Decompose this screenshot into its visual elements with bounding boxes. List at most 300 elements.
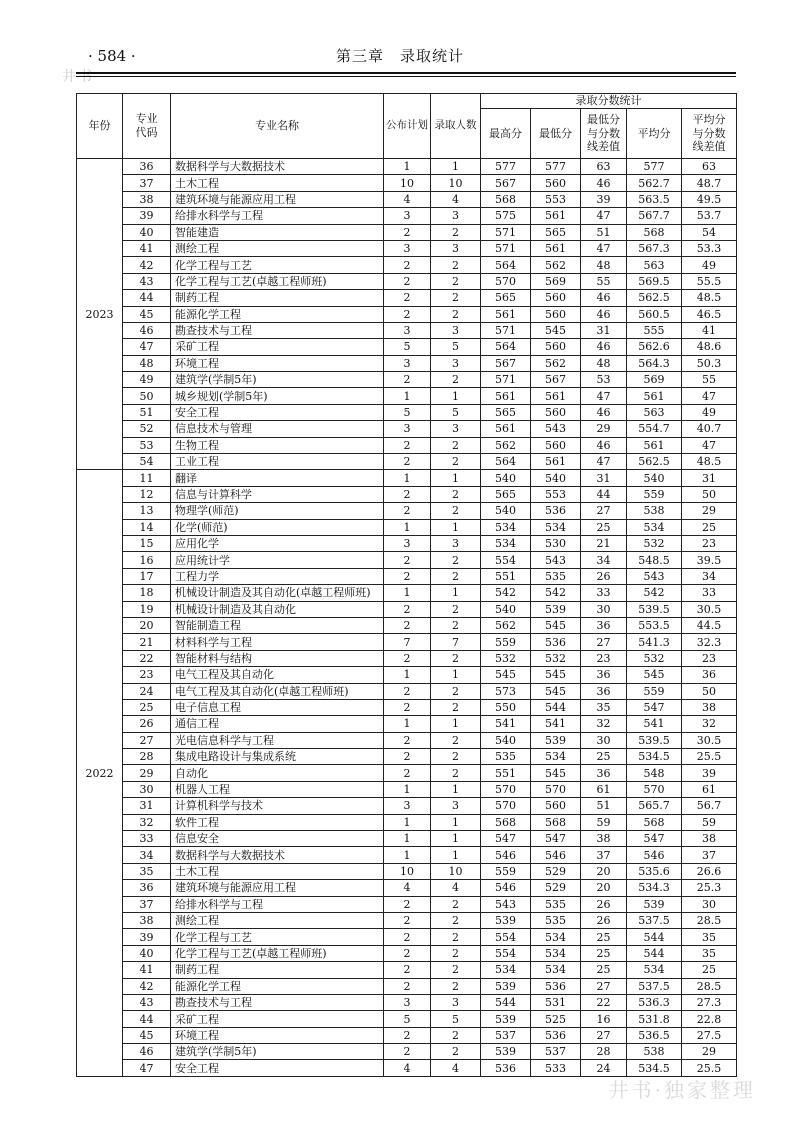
name-cell: 软件工程 — [171, 814, 384, 830]
avg-cell: 543 — [627, 568, 682, 584]
max-cell: 532 — [481, 650, 531, 666]
avg-cell: 559 — [627, 683, 682, 699]
avg-cell: 568 — [627, 814, 682, 830]
min-diff-cell: 23 — [581, 650, 627, 666]
avg-cell: 553.5 — [627, 617, 682, 633]
name-cell: 化学工程与工艺(卓越工程师班) — [171, 945, 384, 961]
admitted-cell: 2 — [431, 601, 481, 617]
plan-cell: 4 — [384, 880, 431, 896]
min-diff-cell: 26 — [581, 896, 627, 912]
min-diff-cell: 38 — [581, 831, 627, 847]
avg-cell: 539 — [627, 896, 682, 912]
avg-diff-cell: 36 — [682, 667, 737, 683]
name-cell: 建筑学(学制5年) — [171, 1044, 384, 1060]
avg-cell: 559 — [627, 486, 682, 502]
name-cell: 土木工程 — [171, 175, 384, 191]
avg-cell: 560.5 — [627, 306, 682, 322]
admitted-cell: 3 — [431, 535, 481, 551]
min-diff-cell: 28 — [581, 1044, 627, 1060]
avg-cell: 569 — [627, 372, 682, 388]
min-cell: 545 — [531, 667, 581, 683]
table-row — [77, 945, 737, 961]
plan-cell: 3 — [384, 798, 431, 814]
code-cell: 42 — [123, 257, 171, 273]
admitted-cell: 5 — [431, 1011, 481, 1027]
table-row — [77, 454, 737, 470]
min-diff-cell: 34 — [581, 552, 627, 568]
avg-cell: 562.5 — [627, 290, 682, 306]
min-cell: 529 — [531, 880, 581, 896]
name-cell: 勘查技术与工程 — [171, 322, 384, 338]
avg-cell: 535.6 — [627, 863, 682, 879]
max-cell: 542 — [481, 585, 531, 601]
min-cell: 535 — [531, 896, 581, 912]
avg-diff-cell: 47 — [682, 437, 737, 453]
avg-diff-cell: 35 — [682, 945, 737, 961]
min-diff-cell: 47 — [581, 208, 627, 224]
name-cell: 材料科学与工程 — [171, 634, 384, 650]
min-diff-cell: 61 — [581, 781, 627, 797]
avg-diff-cell: 50.3 — [682, 355, 737, 371]
table-row — [77, 339, 737, 355]
max-cell: 564 — [481, 257, 531, 273]
plan-cell: 2 — [384, 437, 431, 453]
code-cell: 51 — [123, 404, 171, 420]
table-row — [77, 880, 737, 896]
min-cell: 553 — [531, 191, 581, 207]
min-diff-cell: 36 — [581, 765, 627, 781]
table-row — [77, 650, 737, 666]
min-cell: 545 — [531, 765, 581, 781]
avg-cell: 548 — [627, 765, 682, 781]
avg-diff-cell: 54 — [682, 224, 737, 240]
min-cell: 543 — [531, 552, 581, 568]
col-plan: 公布计划 — [384, 94, 431, 159]
plan-cell: 2 — [384, 290, 431, 306]
table-row — [77, 798, 737, 814]
table-row — [77, 699, 737, 715]
name-cell: 机械设计制造及其自动化(卓越工程师班) — [171, 585, 384, 601]
table-row — [77, 634, 737, 650]
code-cell: 43 — [123, 994, 171, 1010]
table-row — [77, 388, 737, 404]
admitted-cell: 2 — [431, 257, 481, 273]
admitted-cell: 2 — [431, 699, 481, 715]
plan-cell: 2 — [384, 224, 431, 240]
min-diff-cell: 36 — [581, 667, 627, 683]
min-diff-cell: 46 — [581, 404, 627, 420]
avg-cell: 545 — [627, 667, 682, 683]
max-cell: 554 — [481, 945, 531, 961]
table-body — [77, 159, 737, 1077]
code-cell: 29 — [123, 765, 171, 781]
plan-cell: 2 — [384, 945, 431, 961]
min-cell: 577 — [531, 159, 581, 175]
avg-diff-cell: 27.3 — [682, 994, 737, 1010]
code-cell: 34 — [123, 847, 171, 863]
avg-cell: 534.3 — [627, 880, 682, 896]
name-cell: 自动化 — [171, 765, 384, 781]
min-diff-cell: 25 — [581, 945, 627, 961]
avg-cell: 539.5 — [627, 732, 682, 748]
plan-cell: 1 — [384, 847, 431, 863]
admitted-cell: 3 — [431, 322, 481, 338]
min-cell: 562 — [531, 355, 581, 371]
admitted-cell: 2 — [431, 896, 481, 912]
plan-cell: 5 — [384, 1011, 431, 1027]
admitted-cell: 3 — [431, 798, 481, 814]
table-row — [77, 519, 737, 535]
name-cell: 化学工程与工艺 — [171, 929, 384, 945]
name-cell: 制药工程 — [171, 962, 384, 978]
table-row — [77, 962, 737, 978]
plan-cell: 2 — [384, 257, 431, 273]
admitted-cell: 2 — [431, 945, 481, 961]
avg-cell: 538 — [627, 503, 682, 519]
table-row — [77, 585, 737, 601]
admitted-cell: 2 — [431, 306, 481, 322]
avg-diff-cell: 29 — [682, 1044, 737, 1060]
admitted-cell: 1 — [431, 847, 481, 863]
avg-diff-cell: 27.5 — [682, 1027, 737, 1043]
table-row — [77, 781, 737, 797]
code-cell: 37 — [123, 175, 171, 191]
name-cell: 集成电路设计与集成系统 — [171, 749, 384, 765]
avg-diff-cell: 22.8 — [682, 1011, 737, 1027]
min-diff-cell: 25 — [581, 519, 627, 535]
max-cell: 551 — [481, 568, 531, 584]
min-cell: 536 — [531, 978, 581, 994]
min-cell: 535 — [531, 568, 581, 584]
max-cell: 539 — [481, 978, 531, 994]
col-avg: 平均分 — [627, 109, 682, 159]
book-logo: 井书 — [62, 69, 94, 85]
admitted-cell: 2 — [431, 486, 481, 502]
name-cell: 环境工程 — [171, 355, 384, 371]
code-cell: 19 — [123, 601, 171, 617]
code-cell: 21 — [123, 634, 171, 650]
avg-diff-cell: 61 — [682, 781, 737, 797]
admitted-cell: 2 — [431, 273, 481, 289]
avg-diff-cell: 23 — [682, 650, 737, 666]
avg-diff-cell: 50 — [682, 486, 737, 502]
table-row — [77, 683, 737, 699]
min-cell: 561 — [531, 240, 581, 256]
plan-cell: 2 — [384, 699, 431, 715]
table-row — [77, 175, 737, 191]
plan-cell: 1 — [384, 667, 431, 683]
avg-diff-cell: 26.6 — [682, 863, 737, 879]
plan-cell: 10 — [384, 863, 431, 879]
code-cell: 41 — [123, 962, 171, 978]
min-cell: 560 — [531, 404, 581, 420]
avg-diff-cell: 48.5 — [682, 454, 737, 470]
min-cell: 545 — [531, 322, 581, 338]
table-row — [77, 503, 737, 519]
code-cell: 25 — [123, 699, 171, 715]
avg-cell: 537.5 — [627, 912, 682, 928]
name-cell: 安全工程 — [171, 404, 384, 420]
avg-cell: 532 — [627, 650, 682, 666]
max-cell: 539 — [481, 912, 531, 928]
plan-cell: 3 — [384, 322, 431, 338]
min-cell: 535 — [531, 912, 581, 928]
code-cell: 35 — [123, 863, 171, 879]
code-cell: 13 — [123, 503, 171, 519]
max-cell: 540 — [481, 503, 531, 519]
avg-cell: 532 — [627, 535, 682, 551]
max-cell: 541 — [481, 716, 531, 732]
admitted-cell: 2 — [431, 617, 481, 633]
plan-cell: 2 — [384, 454, 431, 470]
table-row — [77, 159, 737, 175]
avg-diff-cell: 35 — [682, 929, 737, 945]
avg-diff-cell: 46.5 — [682, 306, 737, 322]
name-cell: 物理学(师范) — [171, 503, 384, 519]
min-cell: 569 — [531, 273, 581, 289]
code-cell: 36 — [123, 880, 171, 896]
plan-cell: 2 — [384, 601, 431, 617]
avg-cell: 541 — [627, 716, 682, 732]
table-row — [77, 617, 737, 633]
min-cell: 561 — [531, 454, 581, 470]
min-cell: 534 — [531, 945, 581, 961]
max-cell: 571 — [481, 240, 531, 256]
avg-cell: 531.8 — [627, 1011, 682, 1027]
table-row — [77, 716, 737, 732]
avg-diff-cell: 38 — [682, 699, 737, 715]
min-cell: 560 — [531, 290, 581, 306]
name-cell: 勘查技术与工程 — [171, 994, 384, 1010]
plan-cell: 1 — [384, 470, 431, 486]
code-cell: 14 — [123, 519, 171, 535]
table-header — [77, 94, 737, 159]
plan-cell: 3 — [384, 240, 431, 256]
max-cell: 564 — [481, 454, 531, 470]
avg-diff-cell: 28.5 — [682, 912, 737, 928]
plan-cell: 1 — [384, 716, 431, 732]
admission-table-container — [76, 93, 736, 1077]
avg-diff-cell: 30.5 — [682, 732, 737, 748]
col-code-label: 专业代码 — [135, 112, 158, 139]
col-avg-diff-label: 平均分与分数线差值 — [692, 112, 726, 154]
admitted-cell: 1 — [431, 716, 481, 732]
table-row — [77, 814, 737, 830]
avg-cell: 541.3 — [627, 634, 682, 650]
plan-cell: 1 — [384, 519, 431, 535]
table-row — [77, 765, 737, 781]
code-cell: 39 — [123, 929, 171, 945]
min-diff-cell: 16 — [581, 1011, 627, 1027]
min-diff-cell: 21 — [581, 535, 627, 551]
table-row — [77, 290, 737, 306]
table-row — [77, 831, 737, 847]
min-diff-cell: 46 — [581, 290, 627, 306]
min-cell: 546 — [531, 847, 581, 863]
code-cell: 16 — [123, 552, 171, 568]
name-cell: 化学工程与工艺 — [171, 257, 384, 273]
admitted-cell: 1 — [431, 388, 481, 404]
min-diff-cell: 39 — [581, 191, 627, 207]
plan-cell: 5 — [384, 404, 431, 420]
min-cell: 534 — [531, 962, 581, 978]
avg-cell: 540 — [627, 470, 682, 486]
code-cell: 24 — [123, 683, 171, 699]
name-cell: 能源化学工程 — [171, 306, 384, 322]
admitted-cell: 3 — [431, 208, 481, 224]
min-diff-cell: 47 — [581, 388, 627, 404]
max-cell: 565 — [481, 486, 531, 502]
code-cell: 54 — [123, 454, 171, 470]
max-cell: 561 — [481, 306, 531, 322]
min-cell: 533 — [531, 1060, 581, 1076]
table-row — [77, 470, 737, 486]
avg-cell: 544 — [627, 945, 682, 961]
avg-diff-cell: 38 — [682, 831, 737, 847]
col-min-diff-label: 最低分与分数线差值 — [587, 112, 620, 154]
table-row — [77, 322, 737, 338]
min-cell: 539 — [531, 601, 581, 617]
table-row — [77, 847, 737, 863]
plan-cell: 2 — [384, 978, 431, 994]
code-cell: 33 — [123, 831, 171, 847]
name-cell: 数据科学与大数据技术 — [171, 159, 384, 175]
admitted-cell: 10 — [431, 175, 481, 191]
name-cell: 电气工程及其自动化(卓越工程师班) — [171, 683, 384, 699]
max-cell: 543 — [481, 896, 531, 912]
admitted-cell: 1 — [431, 781, 481, 797]
avg-diff-cell: 48.5 — [682, 290, 737, 306]
plan-cell: 2 — [384, 749, 431, 765]
min-diff-cell: 36 — [581, 617, 627, 633]
avg-cell: 577 — [627, 159, 682, 175]
avg-diff-cell: 34 — [682, 568, 737, 584]
min-cell: 525 — [531, 1011, 581, 1027]
min-diff-cell: 27 — [581, 978, 627, 994]
avg-cell: 562.7 — [627, 175, 682, 191]
avg-diff-cell: 30.5 — [682, 601, 737, 617]
table-row — [77, 552, 737, 568]
avg-diff-cell: 55.5 — [682, 273, 737, 289]
min-diff-cell: 51 — [581, 798, 627, 814]
name-cell: 计算机科学与技术 — [171, 798, 384, 814]
min-diff-cell: 46 — [581, 437, 627, 453]
chapter-title: 第三章 录取统计 — [335, 47, 464, 65]
col-avg-diff — [682, 109, 737, 159]
max-cell: 571 — [481, 224, 531, 240]
avg-cell: 539.5 — [627, 601, 682, 617]
plan-cell: 4 — [384, 191, 431, 207]
avg-diff-cell: 56.7 — [682, 798, 737, 814]
avg-diff-cell: 33 — [682, 585, 737, 601]
admitted-cell: 7 — [431, 634, 481, 650]
avg-diff-cell: 55 — [682, 372, 737, 388]
admitted-cell: 2 — [431, 978, 481, 994]
min-cell: 534 — [531, 749, 581, 765]
avg-diff-cell: 25.5 — [682, 749, 737, 765]
code-cell: 23 — [123, 667, 171, 683]
min-cell: 561 — [531, 388, 581, 404]
min-diff-cell: 53 — [581, 372, 627, 388]
max-cell: 534 — [481, 519, 531, 535]
admitted-cell: 2 — [431, 732, 481, 748]
min-diff-cell: 47 — [581, 454, 627, 470]
name-cell: 生物工程 — [171, 437, 384, 453]
col-code — [123, 94, 171, 159]
min-diff-cell: 59 — [581, 814, 627, 830]
avg-diff-cell: 49 — [682, 257, 737, 273]
max-cell: 540 — [481, 470, 531, 486]
code-cell: 53 — [123, 437, 171, 453]
plan-cell: 2 — [384, 732, 431, 748]
max-cell: 559 — [481, 863, 531, 879]
min-diff-cell: 47 — [581, 240, 627, 256]
admitted-cell: 1 — [431, 585, 481, 601]
avg-diff-cell: 53.7 — [682, 208, 737, 224]
min-diff-cell: 63 — [581, 159, 627, 175]
admitted-cell: 1 — [431, 814, 481, 830]
name-cell: 建筑学(学制5年) — [171, 372, 384, 388]
min-diff-cell: 30 — [581, 732, 627, 748]
name-cell: 给排水科学与工程 — [171, 896, 384, 912]
avg-diff-cell: 49.5 — [682, 191, 737, 207]
avg-diff-cell: 25 — [682, 519, 737, 535]
max-cell: 539 — [481, 1044, 531, 1060]
min-diff-cell: 30 — [581, 601, 627, 617]
min-diff-cell: 35 — [581, 699, 627, 715]
year-cell: 2022 — [77, 470, 123, 1076]
max-cell: 575 — [481, 208, 531, 224]
min-cell: 565 — [531, 224, 581, 240]
max-cell: 545 — [481, 667, 531, 683]
plan-cell: 3 — [384, 421, 431, 437]
code-cell: 39 — [123, 208, 171, 224]
code-cell: 41 — [123, 240, 171, 256]
max-cell: 568 — [481, 814, 531, 830]
plan-cell: 3 — [384, 208, 431, 224]
table-row — [77, 1027, 737, 1043]
admitted-cell: 2 — [431, 224, 481, 240]
table-row — [77, 601, 737, 617]
admitted-cell: 2 — [431, 372, 481, 388]
admitted-cell: 2 — [431, 749, 481, 765]
table-row — [77, 224, 737, 240]
avg-cell: 536.5 — [627, 1027, 682, 1043]
min-diff-cell: 46 — [581, 306, 627, 322]
min-cell: 530 — [531, 535, 581, 551]
code-cell: 45 — [123, 1027, 171, 1043]
min-diff-cell: 55 — [581, 273, 627, 289]
name-cell: 土木工程 — [171, 863, 384, 879]
min-cell: 529 — [531, 863, 581, 879]
header-rule — [76, 72, 736, 74]
col-min: 最低分 — [531, 109, 581, 159]
avg-diff-cell: 32 — [682, 716, 737, 732]
plan-cell: 1 — [384, 814, 431, 830]
avg-diff-cell: 53.3 — [682, 240, 737, 256]
name-cell: 建筑环境与能源应用工程 — [171, 191, 384, 207]
min-diff-cell: 25 — [581, 749, 627, 765]
code-cell: 50 — [123, 388, 171, 404]
avg-cell: 542 — [627, 585, 682, 601]
name-cell: 应用化学 — [171, 535, 384, 551]
table-row — [77, 257, 737, 273]
code-cell: 49 — [123, 372, 171, 388]
admitted-cell: 2 — [431, 454, 481, 470]
admitted-cell: 2 — [431, 650, 481, 666]
min-cell: 534 — [531, 519, 581, 535]
admitted-cell: 2 — [431, 290, 481, 306]
